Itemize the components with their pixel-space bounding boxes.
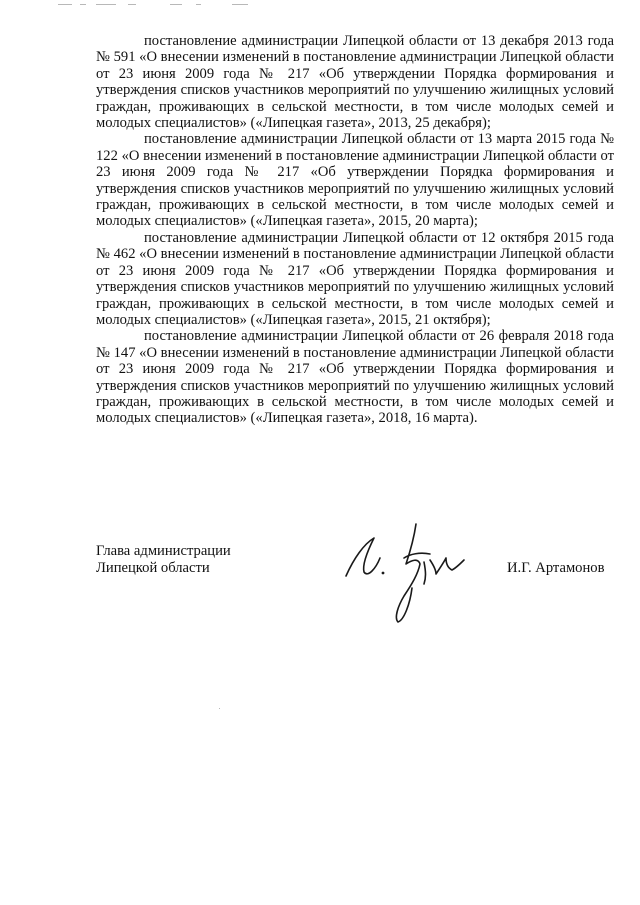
amendment-paragraph-2015-march: постановление администрации Липецкой области от 13 марта 2015 года № 122 «О внесении изменений в постановление администрации Липецкой области от 23 июня 2009 года № 217 «Об утверждении Порядка формирования и утверждения списков участников мероприятий по улучшению жилищных условий граждан, проживающих в сельской местности, в том числе молодых семей и молодых специалистов» («Липецкая газета», 2015, 20 марта);	[96, 131, 614, 230]
amendment-paragraph-2018: постановление администрации Липецкой области от 26 февраля 2018 года № 147 «О внесении изменений в постановление администрации Липецкой области от 23 июня 2009 года № 217 «Об утверждении Порядка формирования и утверждения списков участников мероприятий по улучшению жилищных условий граждан, проживающих в сельской местности, в том числе молодых семей и молодых специалистов» («Липецкая газета», 2018, 16 марта).	[96, 328, 614, 427]
signer-position-line-2: Липецкой области	[96, 560, 210, 576]
signature-block	[96, 543, 614, 643]
amendment-paragraph-2015-october: постановление администрации Липецкой области от 12 октября 2015 года № 462 «О внесении изменений в постановление администрации Липецкой области от 23 июня 2009 года № 217 «Об утверждении Порядка формирования и утверждения списков участников мероприятий по улучшению жилищных условий граждан, проживающих в сельской местности, в том числе молодых семей и молодых специалистов» («Липецкая газета», 2015, 21 октября);	[96, 229, 614, 328]
signer-position	[96, 543, 231, 577]
signer-name: И.Г. Артамонов	[507, 560, 605, 576]
amendment-paragraph-2013: постановление администрации Липецкой области от 13 декабря 2013 года № 591 «О внесении изменений в постановление администрации Липецкой области от 23 июня 2009 года № 217 «Об утверждении Порядка формирования и утверждения списков участников мероприятий по улучшению жилищных условий граждан, проживающих в сельской местности, в том числе молодых семей и молодых специалистов» («Липецкая газета», 2013, 25 декабря);	[96, 33, 614, 132]
signer-position-line-1: Глава администрации	[96, 543, 231, 559]
amendments-list	[96, 33, 614, 427]
handwritten-signature	[340, 518, 480, 633]
